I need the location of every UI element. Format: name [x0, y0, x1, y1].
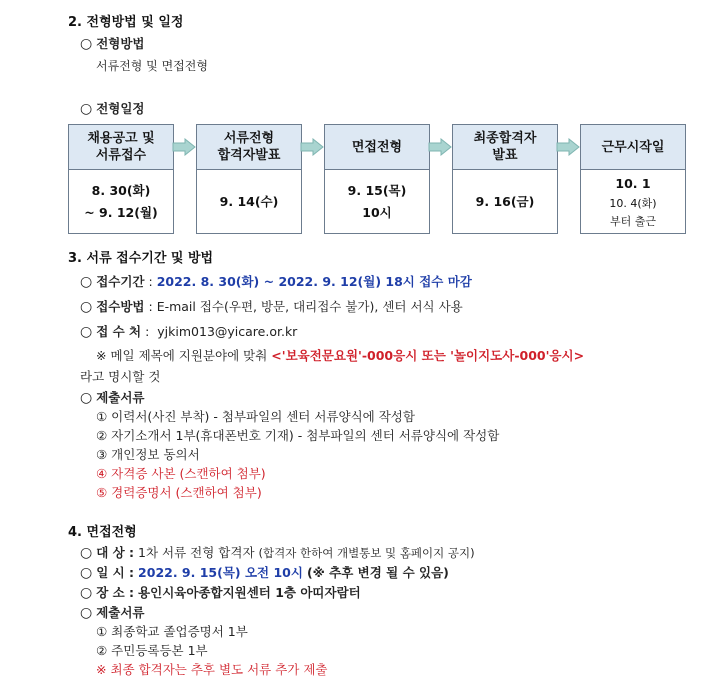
target-row	[80, 543, 475, 561]
step-head-line: 근무시작일	[601, 139, 665, 155]
target-value: 1차 서류 전형 합격자	[138, 545, 255, 560]
step-document-result	[196, 124, 302, 234]
step-note: 부터 출근	[609, 214, 656, 228]
period-label: 접수기간	[96, 274, 145, 289]
step-head-line: 합격자발표	[217, 148, 281, 163]
arrow-right-icon	[172, 138, 196, 156]
step-head	[69, 125, 173, 170]
venue-label: 장 소 :	[96, 585, 135, 600]
step-head-line: 발표	[492, 148, 518, 163]
date-row	[80, 563, 449, 581]
step-body	[581, 170, 685, 233]
arrow-right-icon	[428, 138, 452, 156]
circle-bullet: ○	[80, 390, 93, 406]
method-row	[80, 34, 145, 52]
arrow-right-icon	[556, 138, 580, 156]
circle-bullet: ○	[80, 565, 93, 581]
step-body	[325, 170, 429, 233]
doc-item: ① 이력서(사진 부착) - 첨부파일의 센터 서류양식에 작성함	[96, 409, 415, 424]
date-note: (※ 추후 변경 될 수 있음)	[306, 565, 449, 580]
date-label: 일 시 :	[96, 565, 135, 580]
section-2-title: 2. 전형방법 및 일정	[68, 15, 184, 30]
arrow-right-icon	[300, 138, 324, 156]
note-subject: <'보육전문요원'-000응시 또는 '놀이지도사-000'응시>	[271, 348, 585, 363]
step-final-result	[452, 124, 558, 234]
step-head-line: 서류전형	[223, 131, 275, 146]
interview-doc-item: ① 최종학교 졸업증명서 1부	[96, 624, 248, 639]
circle-bullet: ○	[80, 274, 93, 290]
note-prefix: ※ 메일 제목에 지원분야에 맞춰	[96, 348, 268, 363]
step-date: 9. 15(목)	[347, 182, 407, 198]
method-row: ○ 접수방법 : E-mail 접수(우편, 방문, 대리접수 불가), 센터 서식 사용	[80, 299, 463, 315]
target-label: 대 상 :	[96, 545, 135, 560]
step-head-line: 서류접수	[95, 148, 147, 163]
note-row	[96, 346, 584, 364]
doc-item: ② 자기소개서 1부(휴대폰번호 기재) - 첨부파일의 센터 서류양식에 작성함	[96, 428, 500, 443]
section-4-title: 4. 면접전형	[68, 525, 137, 540]
schedule-row	[80, 99, 145, 117]
step-body	[197, 170, 301, 233]
step-body	[69, 170, 173, 233]
circle-bullet: ○	[80, 545, 93, 561]
schedule-label: 전형일정	[96, 101, 145, 116]
circle-bullet: ○	[80, 101, 93, 117]
step-date: 9. 14(수)	[219, 193, 279, 209]
step-head-line: 면접전형	[351, 139, 403, 155]
step-body	[453, 170, 557, 233]
interview-docs-label: 제출서류	[96, 605, 145, 620]
step-date: 8. 30(화)	[91, 182, 151, 198]
place-label: 접 수 처	[96, 324, 142, 339]
doc-item: ③ 개인정보 동의서	[96, 447, 200, 462]
step-head	[453, 125, 557, 170]
step-date: ~ 9. 12(월)	[84, 204, 158, 220]
interview-docs-row	[80, 603, 145, 621]
doc-item: ④ 자격증 사본 (스캔하여 첨부)	[96, 466, 266, 481]
date-value: 2022. 9. 15(목) 오전 10시	[138, 565, 303, 580]
interview-doc-item: ② 주민등록등본 1부	[96, 643, 208, 658]
circle-bullet: ○	[80, 324, 93, 340]
final-note: ※ 최종 합격자는 추후 별도 서류 추가 제출	[96, 662, 328, 677]
step-head	[581, 125, 685, 170]
step-start-work	[580, 124, 686, 234]
step-date: 9. 16(금)	[475, 193, 535, 209]
step-head	[325, 125, 429, 170]
step-date: 10. 1	[615, 175, 651, 191]
step-note: 10. 4(화)	[609, 196, 657, 210]
circle-bullet: ○	[80, 585, 93, 601]
period-value: 2022. 8. 30(화) ~ 2022. 9. 12(월) 18시 접수 마감	[156, 274, 472, 289]
target-note: (합격자 한하여 개별통보 및 홈페이지 공지)	[258, 546, 475, 560]
circle-bullet: ○	[80, 299, 93, 315]
method-label: 전형방법	[96, 36, 145, 51]
step-head-line: 채용공고 및	[87, 131, 155, 146]
step-interview	[324, 124, 430, 234]
docs-label: 제출서류	[96, 390, 145, 405]
period-row: ○ 접수기간 : 2022. 8. 30(화) ~ 2022. 9. 12(월) 18시 접수 마감	[80, 274, 472, 290]
email-address: yjkim013@yicare.or.kr	[157, 324, 298, 339]
section-3-title: 3. 서류 접수기간 및 방법	[68, 251, 214, 266]
method-text: 서류전형 및 면접전형	[96, 59, 208, 73]
step-date: 10시	[362, 204, 392, 220]
circle-bullet: ○	[80, 605, 93, 621]
venue-value: 용인시육아종합지원센터 1층 아띠자람터	[138, 585, 361, 600]
step-head-line: 최종합격자	[473, 131, 537, 146]
place-row: ○ 접 수 처 : yjkim013@yicare.or.kr	[80, 324, 298, 340]
step-application	[68, 124, 174, 234]
doc-item: ⑤ 경력증명서 (스캔하여 첨부)	[96, 485, 262, 500]
docs-row	[80, 388, 145, 406]
step-head	[197, 125, 301, 170]
submit-method-label: 접수방법	[96, 299, 145, 314]
submit-method-value: E-mail 접수(우편, 방문, 대리접수 불가), 센터 서식 사용	[156, 299, 463, 314]
venue-row	[80, 583, 361, 601]
circle-bullet: ○	[80, 36, 93, 52]
note-tail: 라고 명시할 것	[80, 369, 161, 384]
